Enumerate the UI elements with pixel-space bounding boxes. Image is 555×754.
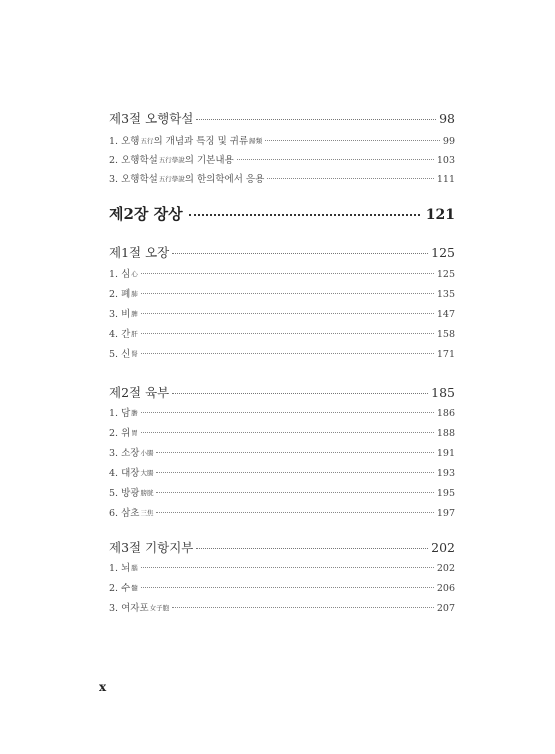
toc-entry-title xyxy=(109,133,262,147)
toc-entry-title xyxy=(109,600,169,614)
hanja-annotation: 歸類 xyxy=(249,137,263,145)
dot-leader xyxy=(141,353,434,354)
entry-label: 2. 수 xyxy=(109,583,131,594)
entry-label: 1. 뇌 xyxy=(109,563,131,574)
page-number: 99 xyxy=(442,136,455,147)
page-number: 111 xyxy=(436,174,455,185)
entry-label: 1. 오행 xyxy=(109,136,140,147)
dot-leader xyxy=(141,587,434,588)
hanja-annotation: 肝 xyxy=(131,330,138,338)
dot-leader xyxy=(141,273,434,274)
entry-label: 4. 간 xyxy=(109,329,131,340)
dot-leader xyxy=(172,253,428,254)
toc-item xyxy=(109,286,455,300)
toc-entry-title xyxy=(109,425,138,439)
entry-label-suffix: 의 개념과 특징 및 귀류 xyxy=(153,136,249,147)
hanja-annotation: 大腸 xyxy=(140,469,154,477)
page-number: 121 xyxy=(425,207,455,223)
entry-label-suffix: 의 기본내용 xyxy=(184,155,234,166)
hanja-annotation: 胃 xyxy=(131,429,138,437)
entry-label: 제3절 기항지부 xyxy=(109,540,194,555)
entry-label: 제3절 오행학설 xyxy=(109,111,194,126)
hanja-annotation: 膽 xyxy=(131,409,138,417)
toc-item xyxy=(109,306,455,320)
toc-section xyxy=(109,538,455,556)
entry-label: 2. 오행학설 xyxy=(109,155,158,166)
toc-entry-title xyxy=(109,580,138,594)
entry-label: 3. 비 xyxy=(109,309,131,320)
dot-leader xyxy=(141,313,434,314)
toc-entry-title xyxy=(109,560,138,574)
page-number: 193 xyxy=(436,468,455,479)
toc-entry-title xyxy=(109,538,193,556)
page-number: 202 xyxy=(436,563,455,574)
toc-entry-title xyxy=(109,152,234,166)
page-number: 171 xyxy=(436,349,455,360)
entry-label: 6. 삼초 xyxy=(109,508,140,519)
toc-entry-title xyxy=(109,445,153,459)
hanja-annotation: 五行 xyxy=(140,137,154,145)
dot-leader xyxy=(141,412,434,413)
hanja-annotation: 腦 xyxy=(131,564,138,572)
toc-entry-title xyxy=(109,109,193,127)
page-number: 188 xyxy=(436,428,455,439)
toc-entry-title xyxy=(109,346,138,360)
hanja-annotation: 五行學說 xyxy=(158,156,185,164)
toc-item xyxy=(109,171,455,185)
hanja-annotation: 髓 xyxy=(131,584,138,592)
hanja-annotation: 腎 xyxy=(131,350,138,358)
page-folio: x xyxy=(99,680,107,694)
toc-item xyxy=(109,465,455,479)
page-number: 125 xyxy=(431,245,455,260)
toc-item xyxy=(109,425,455,439)
page-number: 158 xyxy=(436,329,455,340)
entry-label: 제2절 육부 xyxy=(109,385,170,400)
hanja-annotation: 五行學說 xyxy=(158,175,185,183)
toc-item xyxy=(109,133,455,147)
dot-leader xyxy=(141,432,434,433)
toc-item xyxy=(109,485,455,499)
dot-leader xyxy=(196,119,436,120)
dot-leader xyxy=(267,178,434,179)
page-number: 125 xyxy=(436,269,455,280)
toc-entry-title xyxy=(109,326,138,340)
entry-label-suffix: 의 한의학에서 응용 xyxy=(184,174,265,185)
hanja-annotation: 肺 xyxy=(131,290,138,298)
toc-item xyxy=(109,560,455,574)
page-number: 135 xyxy=(436,289,455,300)
entry-label: 3. 여자포 xyxy=(109,603,149,614)
dot-leader xyxy=(156,452,433,453)
entry-label: 3. 소장 xyxy=(109,448,140,459)
entry-label: 5. 신 xyxy=(109,349,131,360)
entry-label: 제1절 오장 xyxy=(109,245,170,260)
entry-label: 2. 폐 xyxy=(109,289,131,300)
hanja-annotation: 膀胱 xyxy=(140,489,154,497)
toc-item xyxy=(109,505,455,519)
toc-item xyxy=(109,152,455,166)
toc-item xyxy=(109,346,455,360)
dot-leader xyxy=(156,492,433,493)
entry-label: 4. 대장 xyxy=(109,468,140,479)
entry-label: 5. 방광 xyxy=(109,488,140,499)
toc-entry-title xyxy=(109,405,138,419)
toc-item xyxy=(109,326,455,340)
page-number: 186 xyxy=(436,408,455,419)
toc-item xyxy=(109,405,455,419)
entry-label: 3. 오행학설 xyxy=(109,174,158,185)
dot-leader xyxy=(172,393,428,394)
entry-label: 2. 위 xyxy=(109,428,131,439)
page-number: 206 xyxy=(436,583,455,594)
dot-leader xyxy=(196,548,428,549)
toc-section xyxy=(109,383,455,401)
dot-leader xyxy=(141,567,434,568)
page-number: 207 xyxy=(436,603,455,614)
page-number: 147 xyxy=(436,309,455,320)
toc-entry-title xyxy=(109,243,169,261)
toc-entry-title xyxy=(109,505,153,519)
hanja-annotation: 女子胞 xyxy=(149,604,170,612)
toc-section xyxy=(109,109,455,127)
toc-item xyxy=(109,600,455,614)
dot-leader xyxy=(237,159,434,160)
toc-entry-title xyxy=(109,306,138,320)
toc-item xyxy=(109,580,455,594)
page-number: 98 xyxy=(439,111,455,126)
toc-entry-title xyxy=(109,203,183,224)
dot-leader xyxy=(189,214,420,216)
entry-label: 1. 담 xyxy=(109,408,131,419)
hanja-annotation: 三焦 xyxy=(140,509,154,517)
entry-label: 1. 심 xyxy=(109,269,131,280)
toc-entry-title xyxy=(109,383,169,401)
dot-leader xyxy=(141,293,434,294)
entry-label: 제2장 장상 xyxy=(109,205,183,223)
toc-item xyxy=(109,445,455,459)
toc-entry-title xyxy=(109,485,153,499)
page-number: 197 xyxy=(436,508,455,519)
dot-leader xyxy=(141,333,434,334)
hanja-annotation: 小腸 xyxy=(140,449,154,457)
page-number: 185 xyxy=(431,385,455,400)
toc-chapter xyxy=(109,203,455,224)
toc-entry-title xyxy=(109,171,264,185)
page-number: 195 xyxy=(436,488,455,499)
page-number: 103 xyxy=(436,155,455,166)
toc-section xyxy=(109,243,455,261)
dot-leader xyxy=(156,512,433,513)
page-number: 202 xyxy=(431,540,455,555)
dot-leader xyxy=(156,472,433,473)
dot-leader xyxy=(265,140,440,141)
page-number: 191 xyxy=(436,448,455,459)
toc-entry-title xyxy=(109,266,138,280)
hanja-annotation: 心 xyxy=(131,270,138,278)
hanja-annotation: 脾 xyxy=(131,310,138,318)
toc-entry-title xyxy=(109,286,138,300)
toc-item xyxy=(109,266,455,280)
toc-entry-title xyxy=(109,465,153,479)
dot-leader xyxy=(172,607,434,608)
